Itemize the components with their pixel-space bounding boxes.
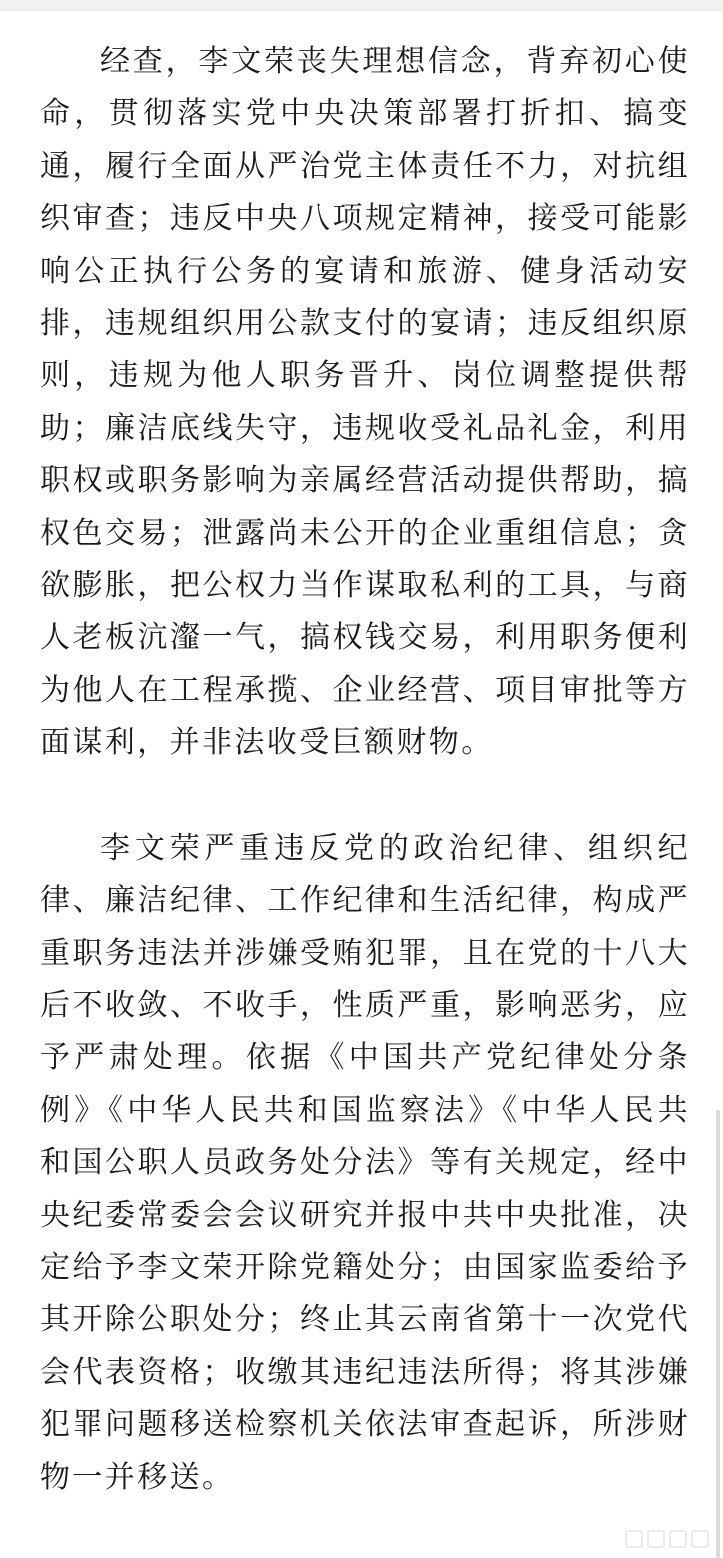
article-body <box>40 36 690 1504</box>
watermark <box>559 1528 709 1550</box>
scrollbar-thumb[interactable] <box>716 1110 720 1558</box>
top-divider <box>0 0 723 11</box>
article-paragraph-1: 经查，李文荣丧失理想信念，背弃初心使命，贯彻落实党中央决策部署打折扣、搞变通，履行全面从严治党主体责任不力，对抗组织审查；违反中央八项规定精神，接受可能影响公正执行公务的宴请和旅游、健身活动安排，违规组织用公款支付的宴请；违反组织原则，违规为他人职务晋升、岗位调整提供帮助；廉洁底线失守，违规收受礼品礼金，利用职权或职务影响为亲属经营活动提供帮助，搞权色交易；泄露尚未公开的企业重组信息；贪欲膨胀，把公权力当作谋取私利的工具，与商人老板沆瀣一气，搞权钱交易，利用职务便利为他人在工程承揽、企业经营、项目审批等方面谋利，并非法收受巨额财物。 <box>40 44 690 761</box>
watermark-mark-icon <box>669 1530 687 1548</box>
article-paragraph-2: 李文荣严重违反党的政治纪律、组织纪律、廉洁纪律、工作纪律和生活纪律，构成严重职务违法并涉嫌受贿犯罪，且在党的十八大后不收敛、不收手，性质严重，影响恶劣，应予严肃处理。依据《中国共产党纪律处分条例》《中华人民共和国监察法》《中华人民共和国公职人员政务处分法》等有关规定，经中央纪委常委会会议研究并报中共中央批准，决定给予李文荣开除党籍处分；由国家监委给予其开除公职处分；终止其云南省第十一次党代会代表资格；收缴其违纪违法所得；将其涉嫌犯罪问题移送检察机关依法审查起诉，所涉财物一并移送。 <box>40 830 690 1495</box>
watermark-mark-icon <box>691 1530 709 1548</box>
watermark-mark-icon <box>647 1530 665 1548</box>
watermark-logo-icon <box>625 1530 643 1548</box>
